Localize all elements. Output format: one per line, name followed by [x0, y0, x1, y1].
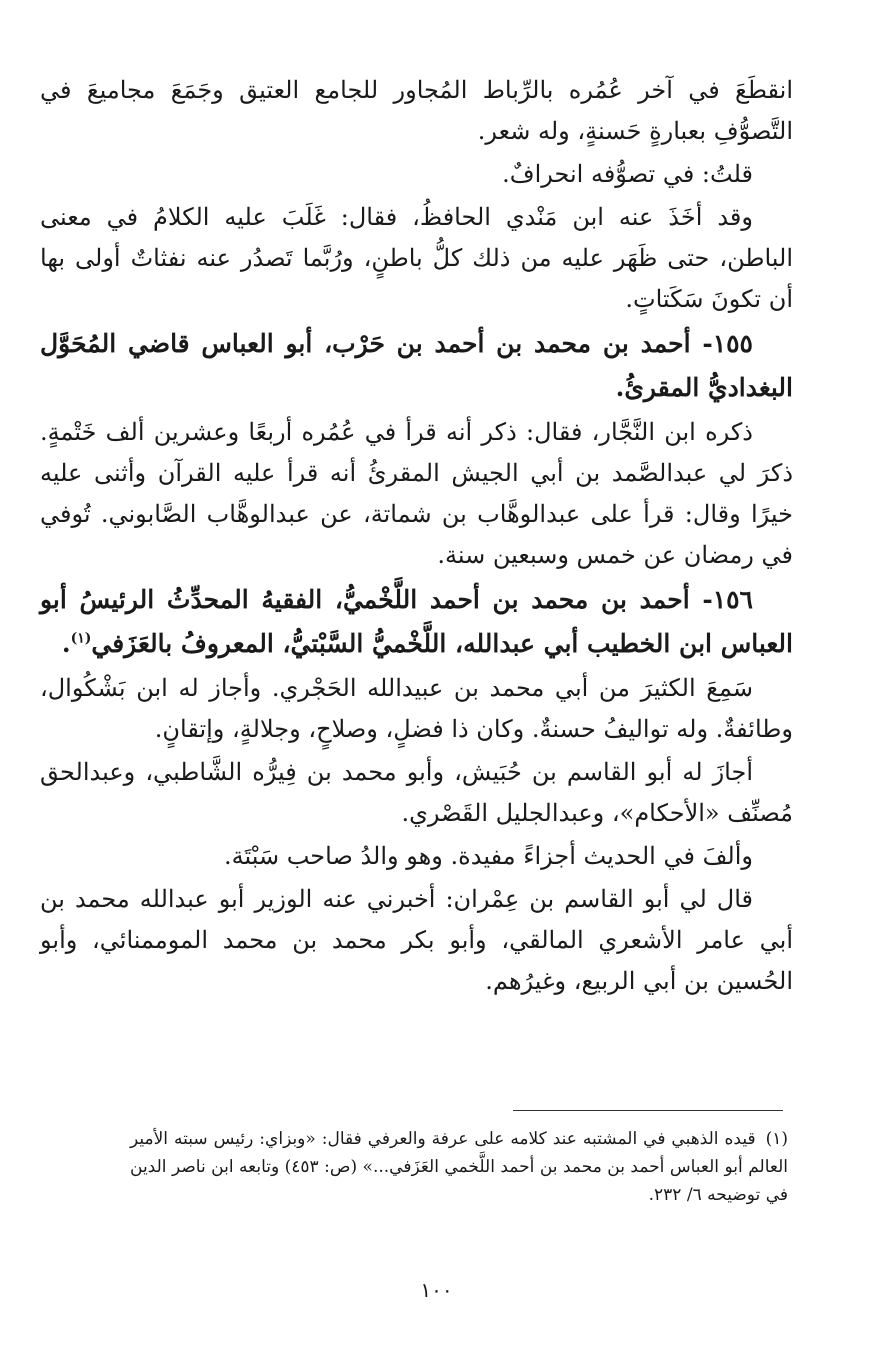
paragraph-entry-156-works: وألفَ في الحديث أجزاءً مفيدة. وهو والدُ صاحب سَبْتَة. [224, 842, 753, 870]
footnote-text: قيده الذهبي في المشتبه عند كلامه على عرفة والعرفي فقال: «وبزاي: رئيس سبته الأمير العالم أبو العباس أحمد بن محمد بن أحمد اللَّخمي العَزَفي...» (ص: ٤٥٣) وتابعه ابن ناصر الدين في توضيحه ٦/ ٢٣٢. [130, 1129, 788, 1205]
entry-heading-156-text: ١٥٦- أحمد بن محمد بن أحمد اللَّخْميُّ، الفقيهُ المحدِّثُ الرئيسُ أبو العباس ابن الخطيب أبي عبدالله، اللَّخْميُّ السَّبْتيُّ، المعروفُ بالعَزَفي [40, 585, 793, 658]
entry-heading-156-end: . [61, 629, 71, 658]
paragraph-entry-155: ذكره ابن النَّجَّار، فقال: ذكر أنه قرأ في عُمُره أربعًا وعشرين ألف خَتْمةٍ. ذكرَ لي عبدالصَّمد بن أبي الجيش المقرئُ أنه قرأ عليه القرآن وأثنى عليه خيرًا وقال: قرأ على عبدالوهَّاب بن شماتة، عن عبدالوهَّاب الصَّابوني. تُوفي في رمضان عن خمس وسبعين سنة. [40, 418, 793, 569]
footnote-number: (١) [765, 1129, 788, 1149]
paragraph-ibn-mandi: وقد أخَذَ عنه ابن مَنْدي الحافظُ، فقال: غَلَبَ عليه الكلامُ في معنى الباطن، حتى ظَهَر عليه من ذلك كلُّ باطنٍ، ورُبَّما تَصدُر عنه نفثاتٌ أولى بها أن تكونَ سَكَتاتٍ. [40, 203, 793, 313]
entry-heading-156 [40, 578, 793, 666]
main-text [40, 70, 793, 1004]
page-number: ١٠٠ [420, 1278, 453, 1302]
paragraph-entry-156-teachers: سَمِعَ الكثيرَ من أبي محمد بن عبيدالله الحَجْري. وأجاز له ابن بَشْكُوال، وطائفةٌ. وله تواليفُ حسنةٌ. وكان ذا فضلٍ، وصلاحٍ، وجلالةٍ، وإتقانٍ. [40, 674, 793, 743]
entry-heading-155: ١٥٥- أحمد بن محمد بن أحمد بن حَرْب، أبو العباس قاضي المُحَوَّل البغداديُّ المقرئُ. [40, 329, 793, 402]
footnote [130, 1125, 788, 1209]
footnote-reference[interactable]: (١) [70, 630, 92, 647]
paragraph-entry-156-students: قال لي أبو القاسم بن عِمْران: أخبرني عنه الوزير أبو عبدالله محمد بن أبي عامر الأشعري المالقي، وأبو بكر محمد بن محمد الموممنائي، وأبو الحُسين بن أبي الربيع، وغيرُهم. [40, 885, 793, 995]
paragraph-note: قلتُ: في تصوُّفه انحرافٌ. [502, 160, 753, 188]
paragraph-intro: انقطَعَ في آخر عُمُره بالرِّباط المُجاور للجامع العتيق وجَمَعَ مجاميعَ في التَّصوُّفِ بعبارةٍ حَسنةٍ، وله شعر. [40, 76, 793, 145]
footnote-divider [513, 1110, 783, 1111]
paragraph-entry-156-ijazah: أجازَ له أبو القاسم بن حُبَيش، وأبو محمد بن فِيرُّه الشَّاطبي، وعبدالحق مُصنِّف «الأحكام»، وعبدالجليل القَصْري. [40, 758, 793, 827]
